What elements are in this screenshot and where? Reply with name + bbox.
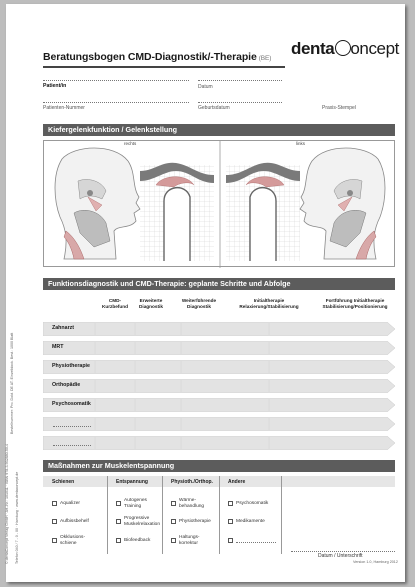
measure-item-label: Haltungs- korrektur — [179, 535, 200, 546]
measure-item-label: Medikamente — [236, 519, 265, 524]
measure-checkbox[interactable] — [228, 519, 233, 524]
measures-col-header: Andere — [228, 479, 246, 485]
measure-item-label: Aqualizer — [60, 501, 80, 506]
logo-part1: denta — [291, 39, 335, 58]
measure-item-label — [236, 542, 276, 543]
form-sheet — [6, 4, 405, 582]
row-label: Orthopädie — [52, 382, 81, 388]
col-cmd-kurzbefund-label: CMD- Kurzbefund — [101, 298, 129, 310]
row-blank-line[interactable] — [53, 445, 91, 446]
title-rule — [43, 66, 285, 68]
row-arrow-shape — [43, 436, 395, 450]
col-fortfuehrung — [313, 298, 397, 311]
measures-col-header: Entspannung — [116, 479, 148, 485]
col-initialtherapie — [229, 298, 309, 311]
measure-item-label: Aufbissbehelf — [60, 519, 89, 524]
steps-row[interactable] — [43, 360, 395, 374]
measure-checkbox[interactable] — [52, 538, 57, 543]
patienten-nummer-label: Patienten-Nummer — [43, 105, 85, 111]
measure-checkbox[interactable] — [171, 519, 176, 524]
measures-col-header: Physioth./Orthop. — [171, 479, 213, 485]
dentaconcept-logo — [291, 39, 399, 59]
col-erweiterte-diagnostik-label: Erweiterte Diagnostik — [139, 298, 163, 310]
label-links: links — [296, 141, 306, 146]
form-title — [43, 51, 271, 63]
patienten-nummer-line[interactable] — [43, 102, 189, 103]
geburtsdatum-line[interactable] — [198, 102, 282, 103]
row-label: Physiotherapie — [52, 363, 90, 369]
row-arrow-shape — [43, 417, 395, 431]
praxis-stempel-label: Praxis-Stempel — [322, 105, 356, 111]
patient-line[interactable] — [43, 80, 189, 81]
col-cmd-kurzbefund — [95, 298, 135, 311]
joint-illustration-box — [43, 140, 395, 267]
measure-item-label: Progressive Muskelrelaxation — [124, 516, 160, 527]
row-label: Psychosomatik — [52, 401, 91, 407]
measures-col-divider — [162, 476, 163, 554]
row-arrow-shape — [43, 322, 395, 336]
measure-checkbox[interactable] — [116, 501, 121, 506]
logo-c-mark — [335, 40, 351, 56]
signature-line[interactable] — [291, 551, 395, 552]
signature-label: Datum / Unterschrift — [318, 553, 363, 559]
measure-item-label: Physiotherapie — [179, 519, 211, 524]
measure-item-label: Biofeedback — [124, 538, 151, 543]
col-initialtherapie-label: Initialtherapie Relaxierung/Stabilisierung — [239, 298, 299, 310]
measure-checkbox[interactable] — [52, 519, 57, 524]
measure-item-label: Psychosomatik — [236, 501, 269, 506]
patient-label: Patient/in — [43, 83, 67, 89]
joint-diagram-right-icon — [140, 163, 214, 261]
head-right-side-icon — [55, 148, 140, 259]
measure-checkbox[interactable] — [228, 538, 233, 543]
measure-item-label: Okklusions- schiene — [60, 535, 86, 546]
title-suffix: (BE) — [258, 55, 272, 62]
steps-row[interactable] — [43, 341, 395, 355]
section-kiefergelenk-header: Kiefergelenkfunktion / Gelenkstellung — [43, 124, 395, 136]
label-rechts: rechts — [124, 141, 137, 146]
steps-row[interactable] — [43, 417, 395, 431]
row-arrow-shape — [43, 379, 395, 393]
measures-col-divider — [107, 476, 108, 554]
sidebar-text-1: Bestellnummer: Pro. Dokt. DE AT. Einzelblock. Best.: 1000 Blatt — [10, 332, 14, 434]
sidebar-text-3: Telefon 040 / 7 - 0 - 00 · Hamburg · www.dentaconcept.de — [15, 471, 19, 564]
datum-line[interactable] — [198, 80, 282, 81]
row-arrow-shape — [43, 398, 395, 412]
measures-end-divider — [281, 476, 282, 554]
joint-diagram-left-icon — [226, 163, 300, 261]
head-left-side-icon — [300, 148, 385, 259]
row-label: Zahnarzt — [52, 325, 75, 331]
steps-table-header — [43, 298, 395, 318]
col-weiterfuehrende-diagnostik-label: Weiterführende Diagnostik — [181, 298, 217, 310]
steps-row[interactable] — [43, 398, 395, 412]
row-arrow-shape — [43, 360, 395, 374]
measure-checkbox[interactable] — [228, 501, 233, 506]
row-blank-line[interactable] — [53, 426, 91, 427]
measures-col-header: Schienen — [52, 479, 75, 485]
datum-label: Datum — [198, 84, 213, 90]
sidebar-text-2: © dentaConcept Verlag GmbH · Art.-Nr.: 101011 · ISBN 978-3-932880-50-4 — [5, 443, 9, 564]
measure-checkbox[interactable] — [116, 519, 121, 524]
col-weiterfuehrende-diagnostik — [171, 298, 227, 311]
section-muskelentspannung-header: Maßnahmen zur Muskelentspannung — [43, 460, 395, 472]
joint-illustration — [44, 141, 396, 268]
col-fortfuehrung-label: Fortführung Initialtherapie Stabilisierung/Positionierung — [322, 298, 388, 310]
steps-row[interactable] — [43, 436, 395, 450]
logo-part2: oncept — [350, 39, 399, 58]
version-text: Version 1.0, Hamburg 2012 — [353, 560, 398, 564]
geburtsdatum-label: Geburtsdatum — [198, 105, 230, 111]
measure-checkbox[interactable] — [116, 538, 121, 543]
row-label: MRT — [52, 344, 64, 350]
title-text: Beratungsbogen CMD-Diagnostik/-Therapie — [43, 51, 257, 63]
row-arrow-shape — [43, 341, 395, 355]
col-erweiterte-diagnostik — [131, 298, 171, 311]
measure-item-label: Autogenes Training — [124, 498, 147, 509]
measure-item-label: Wärme- behandlung — [179, 498, 205, 509]
measures-col-divider — [219, 476, 220, 554]
steps-row[interactable] — [43, 379, 395, 393]
section-funktionsdiagnostik-header: Funktionsdiagnostik und CMD-Therapie: geplante Schritte und Abfolge — [43, 278, 395, 290]
measure-checkbox[interactable] — [171, 538, 176, 543]
measure-checkbox[interactable] — [171, 501, 176, 506]
steps-row[interactable] — [43, 322, 395, 336]
measure-checkbox[interactable] — [52, 501, 57, 506]
